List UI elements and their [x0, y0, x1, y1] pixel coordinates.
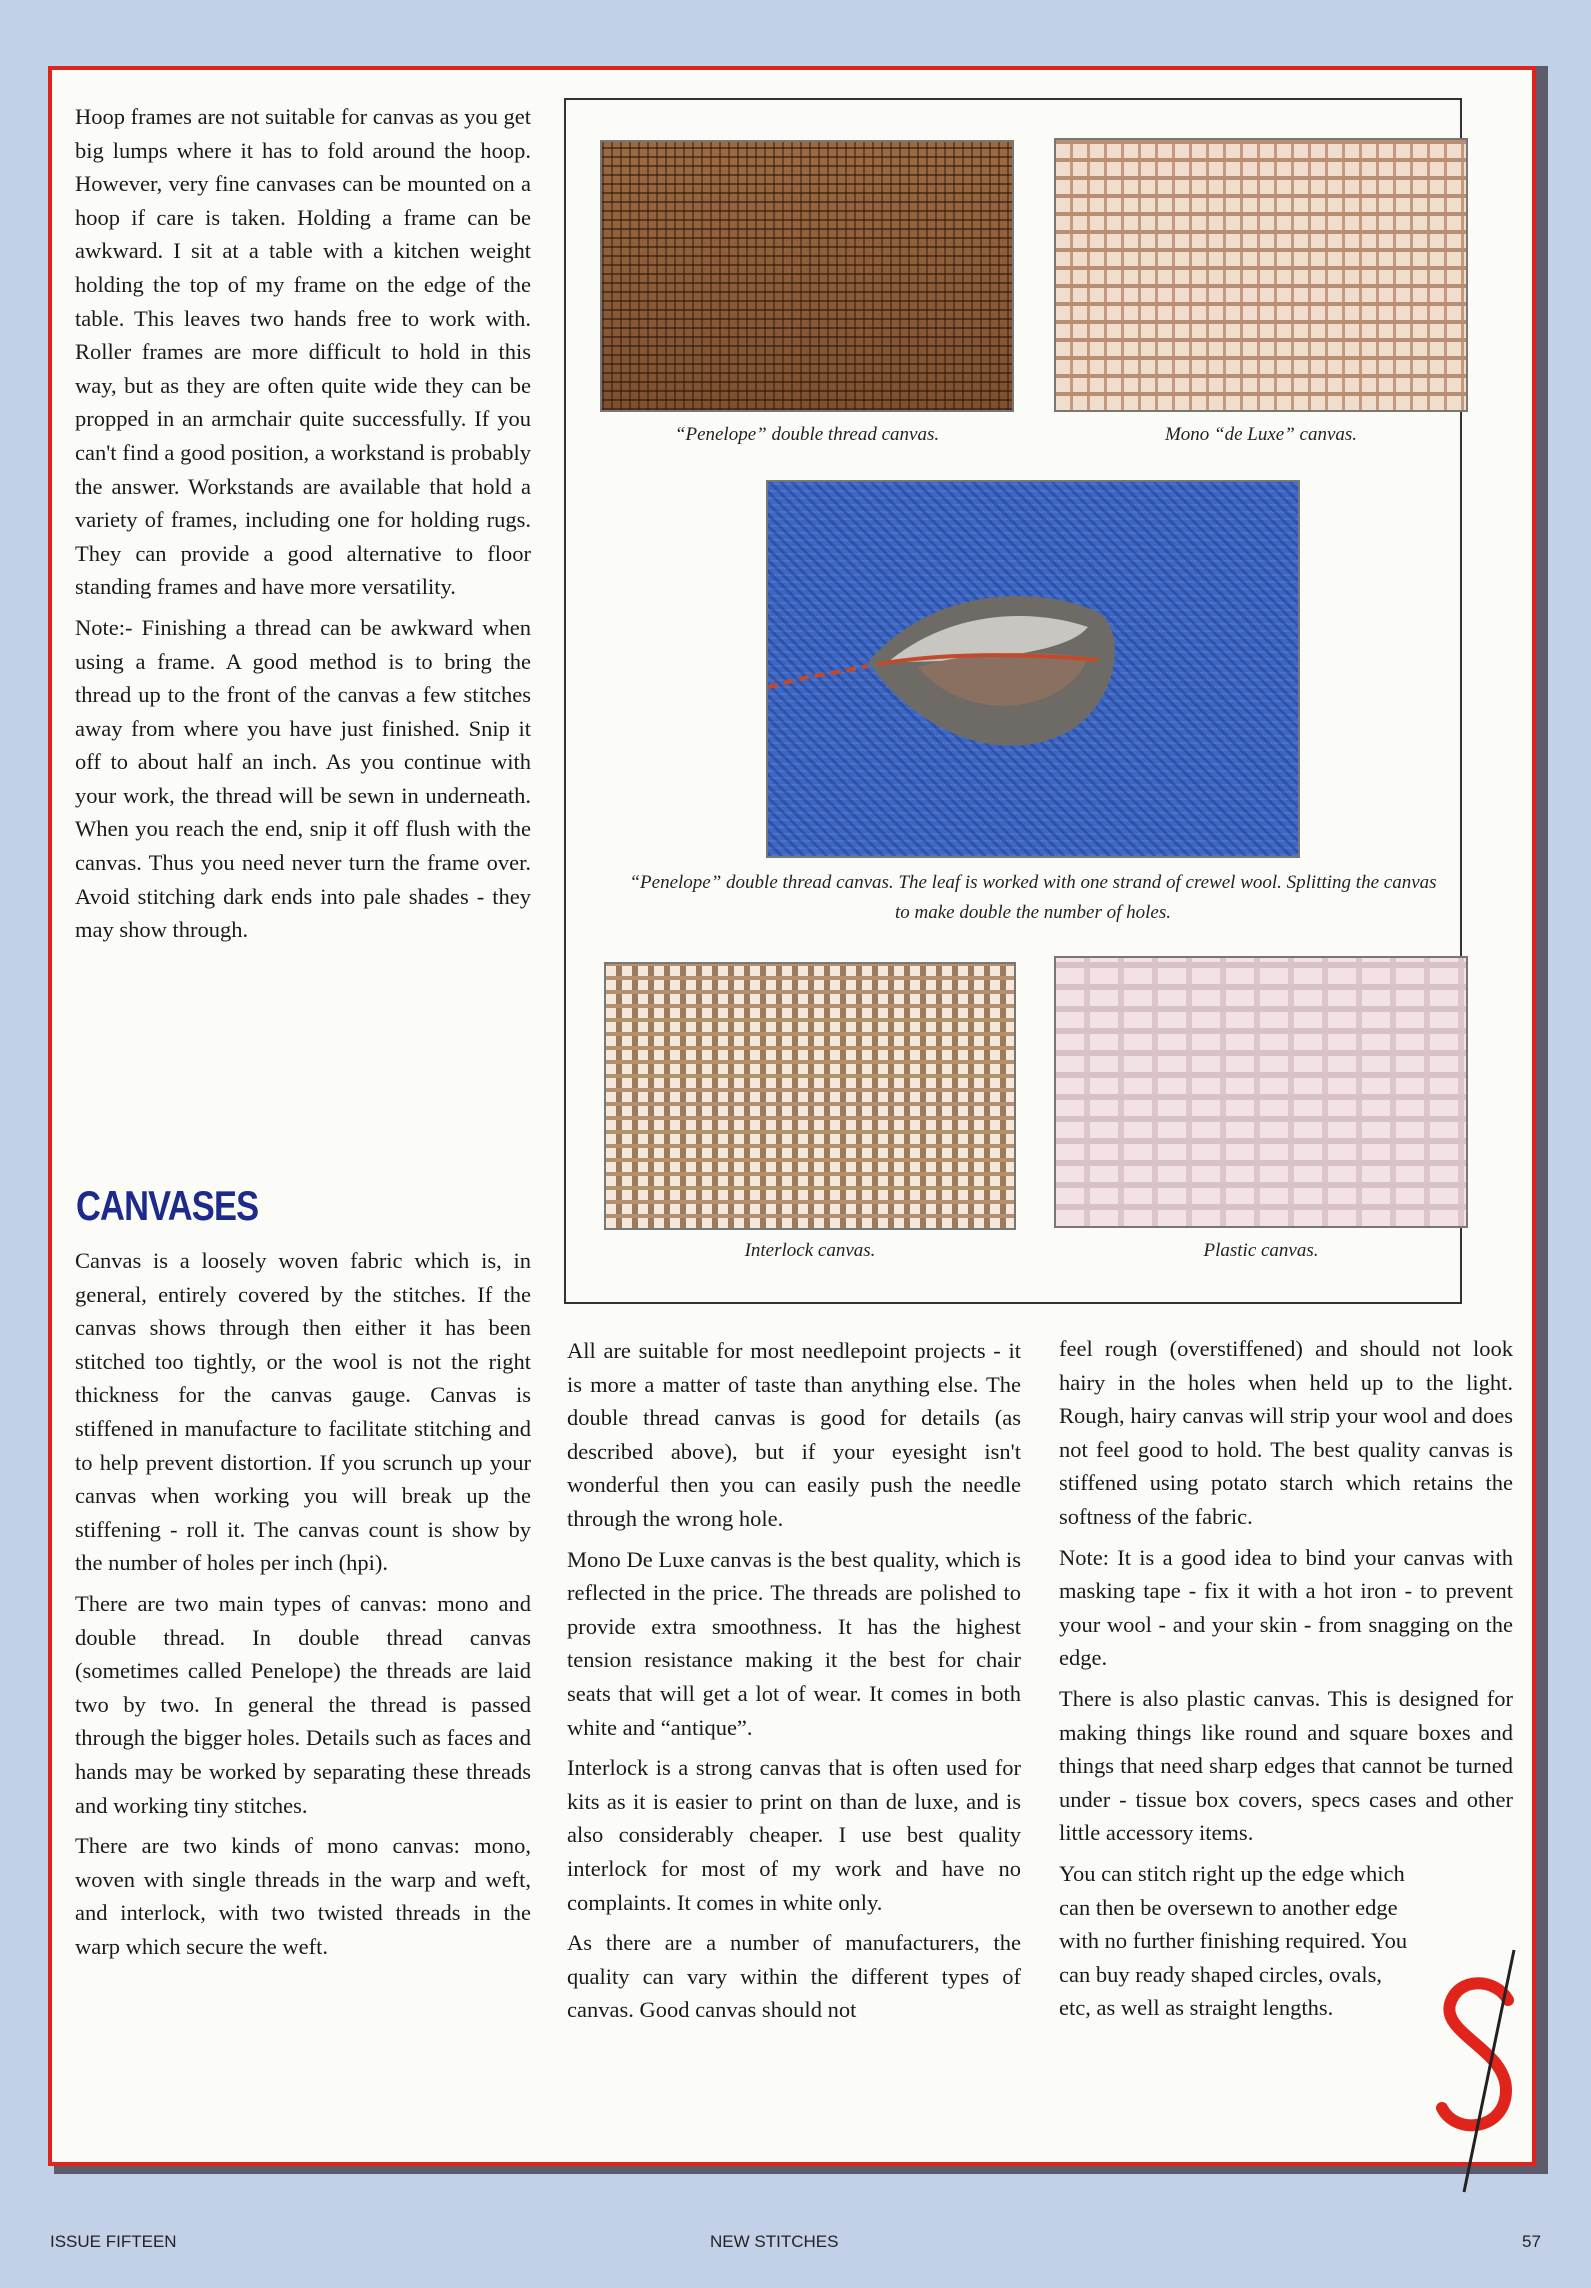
paragraph-hoop-frames: Hoop frames are not suitable for canvas as you get big lumps where it has to fold around the hoop. However, very fine canvases can be mounted on a hoop if care is taken. Holding a frame can be awkward. I sit at a table with a kitchen weight holding the top of my frame on the edge of the table. This leaves two hands free to work with. Roller frames are more difficult to hold in this way, but as they are often quite wide they can be propped in an armchair quite successfully. If you can't find a good position, a workstand is probably the answer. Workstands are available that hold a variety of frames, including one for holding rugs. They can provide a good alternative to floor standing frames and have more versatility. [75, 104, 531, 600]
caption-mono: Mono “de Luxe” canvas. [1164, 424, 1358, 445]
mono-de-luxe-canvas-photo [1054, 138, 1468, 412]
end-mark-s-logo [1436, 1940, 1526, 2200]
penelope-canvas-photo [600, 140, 1014, 412]
footer-issue: ISSUE FIFTEEN [50, 2232, 177, 2251]
paragraph-suitability: All are suitable for most needlepoint projects - it is more a matter of taste than anything else. The double thread canvas is good for details (as described above), but if your eyesight isn't wonderful then you can easily push the needle through the wrong hole. [567, 1338, 1021, 1531]
caption-interlock: Interlock canvas. [744, 1240, 876, 1261]
interlock-canvas-photo [604, 962, 1016, 1230]
leaf-illustration [768, 482, 1298, 856]
footer-page-number: 57 [1522, 2232, 1541, 2251]
frame-shadow-bottom [54, 2166, 1548, 2174]
paragraph-canvas-intro: Canvas is a loosely woven fabric which is, in general, entirely covered by the stitches. If the canvas shows through then either it has been stitched too tightly, or the wool is not the right thickness for the canvas gauge. Canvas is stiffened in manufacture to facilitate stitching and to help prevent distortion. If you scrunch up your canvas when working you will break up the stiffening - roll it. The canvas count is show by the number of holes per inch (hpi). [75, 1248, 531, 1576]
paragraph-manufacturers: As there are a number of manufacturers, the quality can vary within the different types of canvas. Good canvas should not [567, 1930, 1021, 2023]
paragraph-masking-tape-note: Note: It is a good idea to bind your canvas with masking tape - fix it with a hot iron - to prevent your wool - and your skin - from snagging on the edge. [1059, 1544, 1513, 1671]
footer-magazine-title: NEW STITCHES [710, 2232, 839, 2251]
paragraph-edges: You can stitch right up the edge which can then be oversewn to another edge with no further finishing required. You can buy ready shaped circles, ovals, etc, as well as straight lengths. [1059, 1860, 1408, 2021]
paragraph-finishing-note: Note:- Finishing a thread can be awkward when using a frame. A good method is to bring the thread up to the front of the canvas a few stitches away from where you have just finished. Snip it off to about half an inch. As you continue with your work, the thread will be sewn in underneath. When you reach the end, snip it off flush with the canvas. Thus you need never turn the frame over. Avoid stitching dark ends into pale shades - they may show through. [75, 614, 531, 943]
section-heading-canvases: CANVASES [76, 1182, 259, 1229]
caption-plastic: Plastic canvas. [1203, 1240, 1319, 1261]
caption-leaf: “Penelope” double thread canvas. The leaf is worked with one strand of crewel wool. Splitting the canvas to make double the number of holes. [629, 872, 1437, 923]
paragraph-canvas-types: There are two main types of canvas: mono and double thread. In double thread canvas (sometimes called Penelope) the threads are laid two by two. In general the thread is passed through the bigger holes. Details such as faces and hands may be worked by separating these threads and working tiny stitches. [75, 1590, 531, 1818]
paragraph-interlock: Interlock is a strong canvas that is often used for kits as it is easier to print on than de luxe, and is also considerably cheaper. I use best quality interlock for most of my work and have no complaints. It comes in white only. [567, 1755, 1021, 1915]
paragraph-plastic-canvas: There is also plastic canvas. This is designed for making things like round and square boxes and things that need sharp edges that cannot be turned under - tissue box covers, specs cases and other little accessory items. [1059, 1685, 1513, 1846]
caption-penelope: “Penelope” double thread canvas. [674, 424, 940, 445]
article-column-1-bottom [75, 1244, 531, 1970]
frame-shadow-right [1536, 66, 1548, 2172]
paragraph-mono-kinds: There are two kinds of mono canvas: mono, woven with single threads in the warp and weft, and interlock, with two twisted threads in the warp which secure the weft. [75, 1833, 531, 1959]
paragraph-quality: feel rough (overstiffened) and should not look hairy in the holes when held up to the light. Rough, hairy canvas will strip your wool and does not feel good to hold. The best quality canvas is stiffened using potato starch which retains the softness of the fabric. [1059, 1336, 1513, 1529]
article-column-3 [1059, 1332, 1513, 2032]
article-column-1-top [75, 100, 531, 954]
plastic-canvas-photo [1054, 956, 1468, 1228]
leaf-needlepoint-photo [766, 480, 1300, 858]
paragraph-mono-de-luxe: Mono De Luxe canvas is the best quality, which is reflected in the price. The threads are polished to provide extra smoothness. It has the highest tension resistance making it the best for chair seats that will get a lot of wear. It comes in both white and “antique”. [567, 1546, 1021, 1740]
article-column-2 [567, 1334, 1021, 2034]
